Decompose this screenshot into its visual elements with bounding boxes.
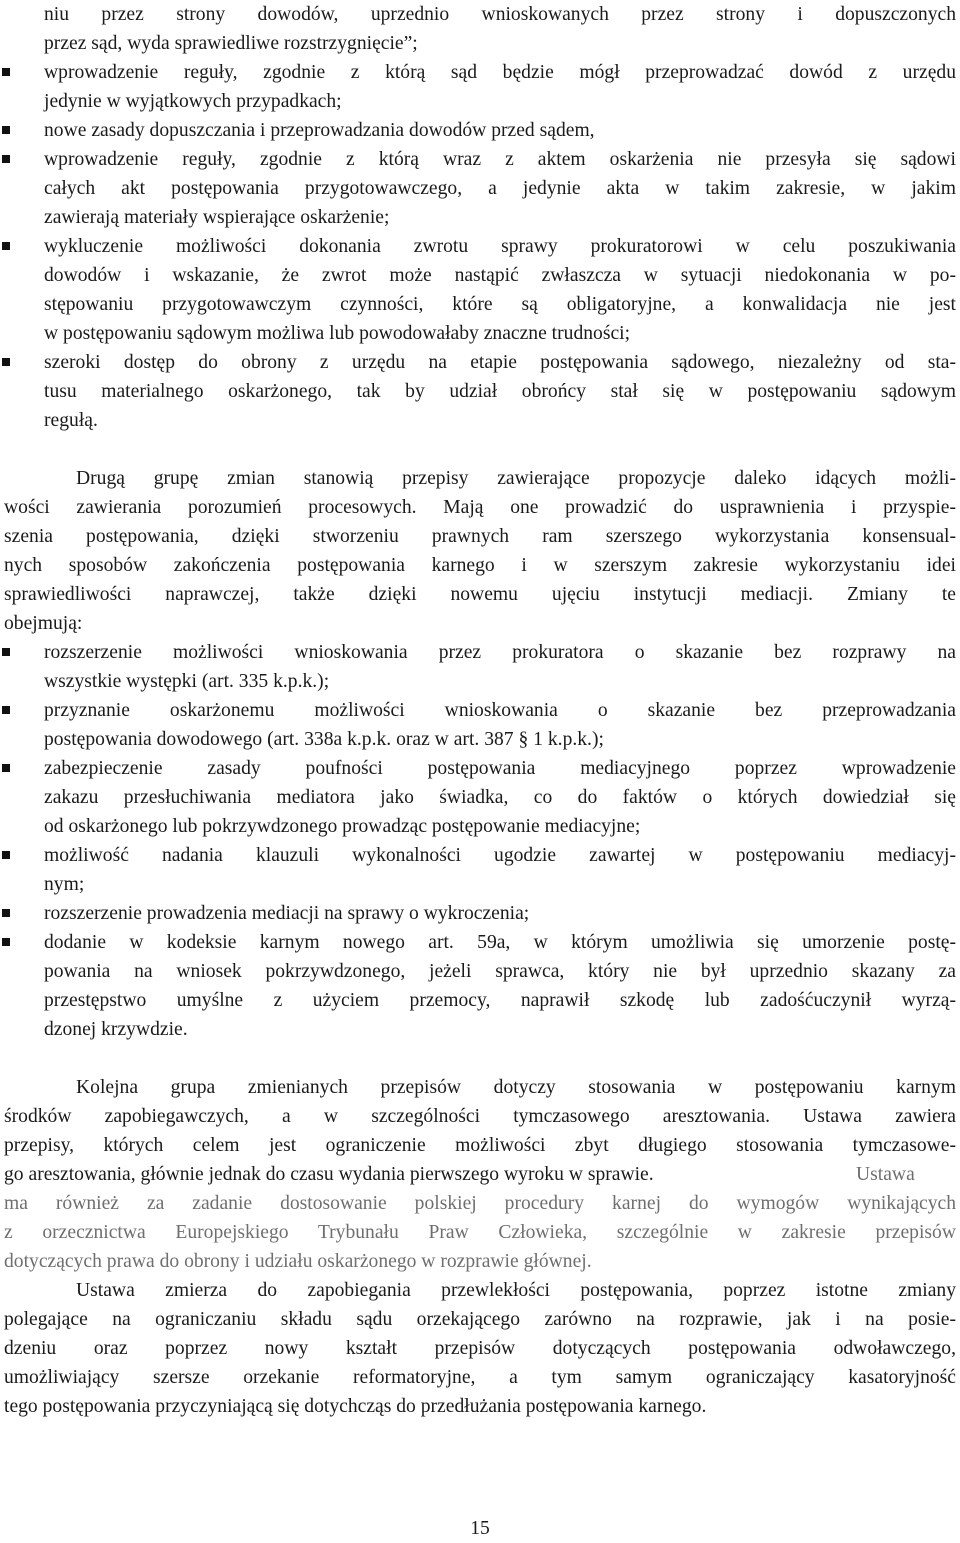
text-line: przez sąd, wyda sprawiedliwe rozstrzygnięcie”; bbox=[44, 33, 418, 54]
list-item-line: zakazu przesłuchiwania mediatora jako świadka, co do faktów o których dowiedział się bbox=[44, 787, 956, 808]
paragraph-line-gray: ma również za zadanie dostosowanie polskiej procedury karnej do wymogów wynikających bbox=[4, 1193, 956, 1214]
text-line: niu przez strony dowodów, uprzednio wnioskowanych przez strony i dopuszczonych bbox=[44, 4, 956, 25]
paragraph-line: szenia postępowania, dzięki stworzeniu prawnych ram szerszego wykorzystania konsensual- bbox=[4, 526, 956, 547]
list-item-line: w postępowaniu sądowym możliwa lub powodowałaby znaczne trudności; bbox=[44, 323, 631, 344]
list-item-line: zawierają materiały wspierające oskarżenie; bbox=[44, 207, 390, 228]
bullet-icon bbox=[2, 358, 10, 366]
paragraph-text-gray: Ustawa bbox=[856, 1164, 915, 1185]
paragraph-line: Ustawa zmierza do zapobiegania przewlekłości postępowania, poprzez istotne zmiany bbox=[76, 1280, 956, 1301]
list-item-line: zabezpieczenie zasady poufności postępowania mediacyjnego poprzez wprowadzenie bbox=[44, 758, 956, 779]
bullet-icon bbox=[2, 68, 10, 76]
list-item-line: nym; bbox=[44, 874, 85, 895]
list-item-line: dodanie w kodeksie karnym nowego art. 59a, w którym umożliwia się umorzenie postę- bbox=[44, 932, 956, 953]
paragraph-line-gray: z orzecznictwa Europejskiego Trybunału Praw Człowieka, szczególnie w zakresie przepisów bbox=[4, 1222, 956, 1243]
list-item-line: wprowadzenie reguły, zgodnie z którą wraz z aktem oskarżenia nie przesyła się sądowi bbox=[44, 149, 956, 170]
list-item-line: regułą. bbox=[44, 410, 98, 431]
paragraph-line: nych sposobów zakończenia postępowania karnego i w szerszym zakresie wykorzystaniu idei bbox=[4, 555, 956, 576]
bullet-icon bbox=[2, 242, 10, 250]
list-item-line: dowodów i wskazanie, że zwrot może nastąpić zwłaszcza w sytuacji niedokonania w po- bbox=[44, 265, 956, 286]
paragraph-line: przepisy, których celem jest ograniczenie możliwości zbyt długiego stosowania tymczasowe- bbox=[4, 1135, 956, 1156]
paragraph-line bbox=[4, 1160, 915, 1189]
list-item-line: nowe zasady dopuszczania i przeprowadzania dowodów przed sądem, bbox=[44, 120, 595, 141]
list-item-line: tusu materialnego oskarżonego, tak by udział obrońcy stał się w postępowaniu sądowym bbox=[44, 381, 956, 402]
list-item-line: rozszerzenie prowadzenia mediacji na sprawy o wykroczenia; bbox=[44, 903, 530, 924]
page-number: 15 bbox=[470, 1518, 490, 1539]
list-item-line: rozszerzenie możliwości wnioskowania przez prokuratora o skazanie bez rozprawy na bbox=[44, 642, 956, 663]
bullet-icon bbox=[2, 909, 10, 917]
list-item-line: wprowadzenie reguły, zgodnie z którą sąd będzie mógł przeprowadzać dowód z urzędu bbox=[44, 62, 956, 83]
paragraph-line: polegające na ograniczaniu składu sądu orzekającego zarówno na rozprawie, jak i na posie- bbox=[4, 1309, 956, 1330]
list-item-line: wszystkie występki (art. 335 k.p.k.); bbox=[44, 671, 330, 692]
list-item-line: od oskarżonego lub pokrzywdzonego prowadząc postępowanie mediacyjne; bbox=[44, 816, 641, 837]
paragraph-line: Drugą grupę zmian stanowią przepisy zawierające propozycje daleko idących możli- bbox=[76, 468, 956, 489]
bullet-icon bbox=[2, 764, 10, 772]
list-item-line: powania na wniosek pokrzywdzonego, jeżeli sprawca, który nie był uprzednio skazany za bbox=[44, 961, 956, 982]
paragraph-line: wości zawierania porozumień procesowych. Mają one prowadzić do usprawnienia i przyspie- bbox=[4, 497, 956, 518]
paragraph-text: go aresztowania, głównie jednak do czasu wydania pierwszego wyroku w sprawie. bbox=[4, 1164, 654, 1185]
list-item-line: całych akt postępowania przygotowawczego, a jedynie akta w takim zakresie, w jakim bbox=[44, 178, 956, 199]
list-item-line: jedynie w wyjątkowych przypadkach; bbox=[44, 91, 342, 112]
paragraph-line-gray: dotyczących prawa do obrony i udziału oskarżonego w rozprawie głównej. bbox=[4, 1251, 592, 1272]
list-item-line: szeroki dostęp do obrony z urzędu na etapie postępowania sądowego, niezależny od sta- bbox=[44, 352, 956, 373]
paragraph-line: tego postępowania przyczyniającą się dotychcząs do przedłużania postępowania karnego. bbox=[4, 1396, 707, 1417]
list-item-line: przestępstwo umyślne z użyciem przemocy, naprawił szkodę lub zadośćuczynił wyrzą- bbox=[44, 990, 956, 1011]
paragraph-line: środków zapobiegawczych, a w szczególności tymczasowego aresztowania. Ustawa zawiera bbox=[4, 1106, 956, 1127]
list-item-line: dzonej krzywdzie. bbox=[44, 1019, 188, 1040]
list-item-line: przyznanie oskarżonemu możliwości wnioskowania o skazanie bez przeprowadzania bbox=[44, 700, 956, 721]
bullet-icon bbox=[2, 706, 10, 714]
list-item-line: stępowaniu przygotowawczym czynności, które są obligatoryjne, a konwalidacja nie jest bbox=[44, 294, 956, 315]
list-item-line: postępowania dowodowego (art. 338a k.p.k. oraz w art. 387 § 1 k.p.k.); bbox=[44, 729, 604, 750]
bullet-icon bbox=[2, 126, 10, 134]
bullet-icon bbox=[2, 938, 10, 946]
bullet-icon bbox=[2, 851, 10, 859]
paragraph-line: umożliwiający szersze orzekanie reformatoryjne, a tym samym ograniczający kasatoryjność bbox=[4, 1367, 956, 1388]
paragraph-line: dzeniu oraz poprzez nowy kształt przepisów dotyczących postępowania odwoławczego, bbox=[4, 1338, 956, 1359]
paragraph-line: obejmują: bbox=[4, 613, 83, 634]
bullet-icon bbox=[2, 648, 10, 656]
list-item-line: wykluczenie możliwości dokonania zwrotu sprawy prokuratorowi w celu poszukiwania bbox=[44, 236, 956, 257]
list-item-line: możliwość nadania klauzuli wykonalności ugodzie zawartej w postępowaniu mediacyj- bbox=[44, 845, 956, 866]
paragraph-line: sprawiedliwości naprawczej, także dzięki nowemu ujęciu instytucji mediacji. Zmiany te bbox=[4, 584, 956, 605]
paragraph-line: Kolejna grupa zmienianych przepisów dotyczy stosowania w postępowaniu karnym bbox=[76, 1077, 956, 1098]
bullet-icon bbox=[2, 155, 10, 163]
